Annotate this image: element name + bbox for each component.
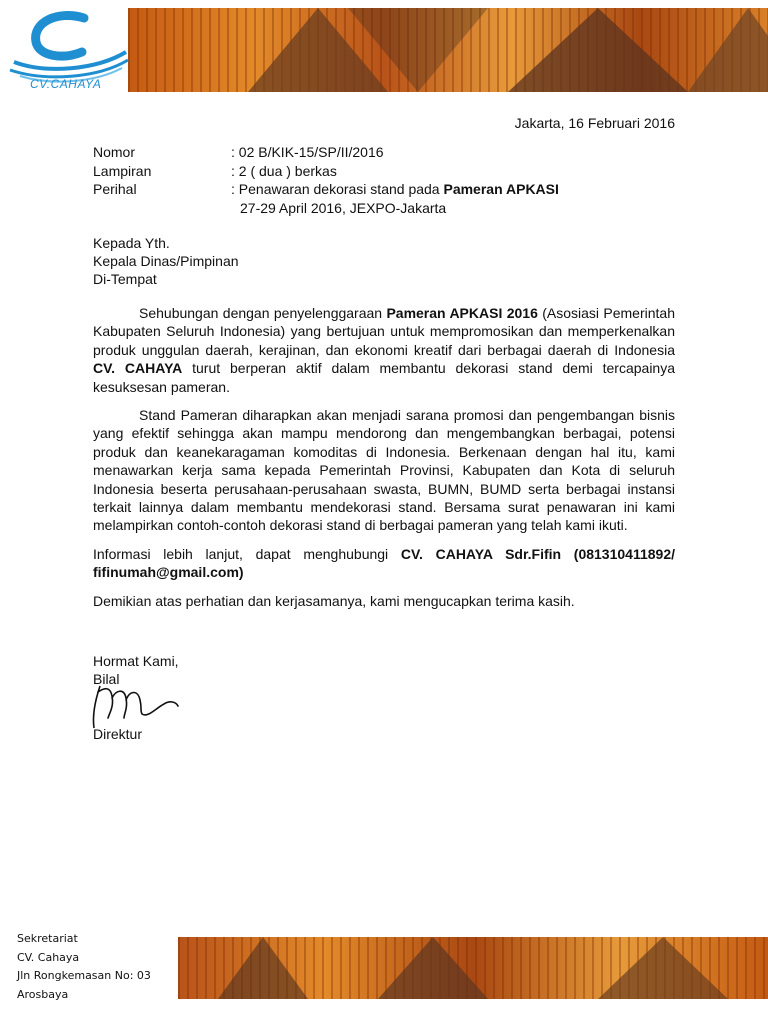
batik-motif — [688, 8, 768, 92]
header-batik-banner — [128, 8, 768, 92]
paragraph-1 — [93, 304, 675, 396]
contact-info: CV. CAHAYA Sdr.Fifin (081310411892/ fifinumah@gmail.com) — [93, 545, 676, 581]
nomor-label: Nomor — [93, 144, 136, 160]
text: Informasi lebih lanjut, dapat menghubungi — [93, 545, 401, 562]
recipient-line: Kepala Dinas/Pimpinan — [93, 253, 239, 269]
event-name: Pameran APKASI 2016 — [386, 305, 538, 321]
recipient-line: Di-Tempat — [93, 271, 157, 287]
lampiran-value: : 2 ( dua ) berkas — [231, 162, 337, 179]
company-name: CV. CAHAYA — [93, 360, 183, 377]
lampiran-row — [93, 162, 559, 181]
signer-name: Bilal — [93, 671, 120, 687]
batik-motif — [348, 8, 488, 92]
text: Sehubungan dengan penyelenggaraan — [139, 305, 387, 321]
recipient-line: Kepada Yth. — [93, 235, 170, 251]
recipient-address — [93, 234, 239, 288]
footer-line: Jln Rongkemasan No: 03 — [17, 969, 151, 982]
letter-meta — [93, 143, 559, 217]
lampiran-label: Lampiran — [93, 162, 152, 179]
batik-motif — [508, 8, 688, 92]
footer-line: Sekretariat — [17, 932, 78, 945]
perihal-event: Pameran APKASI — [443, 181, 559, 197]
signer-title: Direktur — [93, 726, 143, 742]
perihal-value — [231, 180, 559, 199]
footer-line: CV. Cahaya — [17, 950, 80, 964]
nomor-value: : 02 B/KIK-15/SP/II/2016 — [231, 144, 384, 160]
paragraph-4: Demikian atas perhatian dan kerjasamanya, kami mengucapkan terima kasih. — [93, 592, 575, 609]
footer-batik-banner — [178, 937, 768, 999]
perihal-row — [93, 180, 559, 199]
company-logo-text: CV.CAHAYA — [30, 77, 102, 91]
perihal-line2: 27-29 April 2016, JEXPO-Jakarta — [240, 199, 447, 216]
paragraph-2: Stand Pameran diharapkan akan menjadi sarana promosi dan pengembangan bisnis yang efektif sehingga akan mampu mendorong dan mengembangkan berbagai, potensi produk dan keanekaragaman komoditas di Indonesia. Berkenaan dengan hal itu, kami menawarkan kerja sama kepada Pemerintah Provinsi, Kabupaten dan Kota di seluruh Indonesia beserta perusahaan-perusahaan swasta, BUMN, BUMD serta berbagai instansi terkait lainnya dalam membantu mendekorasi stand. Bersama surat penawaran ini kami melampirkan contoh-contoh dekorasi stand di berbagai pameran yang telah kami ikuti. — [93, 407, 675, 534]
batik-motif — [378, 937, 488, 999]
footer-address — [17, 930, 151, 1004]
batik-motif — [598, 937, 728, 999]
nomor-row — [93, 143, 559, 162]
batik-motif — [218, 937, 308, 999]
footer-line: Arosbaya — [17, 987, 69, 1001]
closing-salutation: Hormat Kami, — [93, 653, 179, 669]
letter-body — [93, 304, 675, 620]
text: turut berperan aktif dalam membantu dekorasi stand demi tercapainya kesuksesan pameran. — [93, 360, 675, 395]
perihal-prefix: : Penawaran dekorasi stand pada — [231, 181, 444, 197]
perihal-label: Perihal — [93, 181, 137, 197]
text: (Asosiasi Pemerintah Kabupaten Seluruh Indonesia) yang bertujuan untuk mempromosikan dan memperkenalkan produk unggulan daerah, kerajinan, dan ekonomi kreatif dari berbagai daerah di Indonesia — [93, 305, 675, 358]
paragraph-3 — [93, 545, 675, 582]
letter-date: Jakarta, 16 Februari 2016 — [514, 115, 675, 131]
